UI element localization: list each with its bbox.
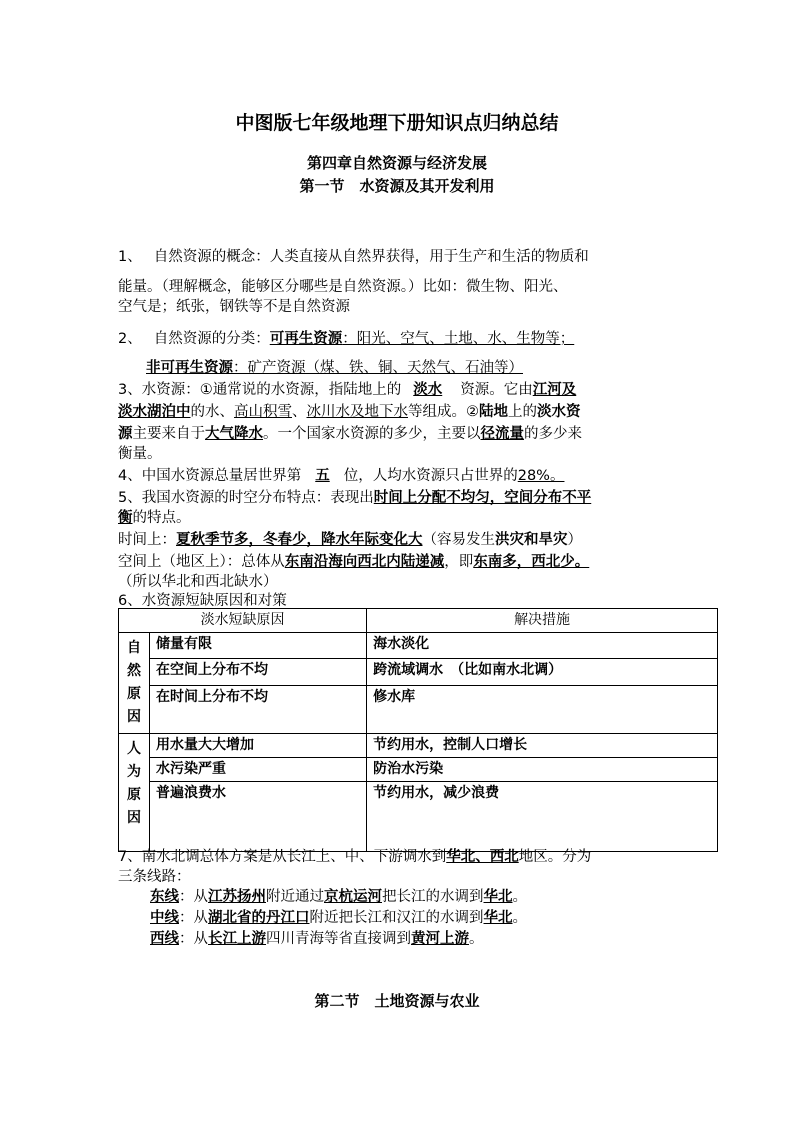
table-head-measure: 解决措施 bbox=[367, 609, 718, 633]
p3-line-3 bbox=[118, 424, 582, 444]
p4-percent: 28%。 bbox=[517, 468, 565, 484]
p5-line-2 bbox=[118, 508, 191, 528]
human-char-4: 因 bbox=[127, 810, 141, 826]
natural-cause-label bbox=[119, 633, 150, 734]
east-e: 把长江的水调到 bbox=[382, 889, 484, 905]
human-char-2: 为 bbox=[127, 764, 141, 780]
p3-precip: 大气降水 bbox=[205, 426, 263, 442]
table-cell-measure: 节约用水，减少浪费 bbox=[367, 782, 718, 852]
east-dest: 华北 bbox=[483, 889, 513, 905]
human-char-1: 人 bbox=[127, 741, 141, 757]
p1-text-1: 自然资源的概念：人类直接从自然界获得，用于生产和生活的物质和 bbox=[153, 249, 589, 265]
renewable-text: ：阳光、空气、土地、水、生物等； bbox=[342, 331, 575, 347]
west-e: 。 bbox=[469, 931, 484, 947]
east-c: 附近通过 bbox=[266, 889, 324, 905]
table-cell-measure: 节约用水，控制人口增长 bbox=[367, 734, 718, 758]
p3-snow: 高山积雪 bbox=[234, 404, 292, 420]
table-cell-measure: 海水淡化 bbox=[367, 633, 718, 659]
p3-h: 、 bbox=[292, 404, 307, 420]
p3-o: 主要来自于 bbox=[132, 426, 205, 442]
east-canal: 京杭运河 bbox=[324, 889, 382, 905]
p5-g: （容易发生 bbox=[422, 532, 495, 548]
table-cell-cause: 水污染严重 bbox=[150, 758, 367, 782]
p3-lakes: 淡水湖泊中 bbox=[118, 404, 191, 420]
p3-j: 等组成。② bbox=[408, 404, 479, 420]
p5-line-5: （所以华北和西北缺水） bbox=[118, 574, 278, 590]
natural-char-1: 自 bbox=[127, 640, 141, 656]
p3-line-1 bbox=[118, 380, 576, 400]
table-cell-cause: 在时间上分布不均 bbox=[150, 685, 367, 733]
p3-a: 3、水资源：①通常说的水资源，指陆地上的 bbox=[118, 382, 402, 398]
p2-line-1 bbox=[118, 329, 574, 349]
human-char-3: 原 bbox=[127, 787, 141, 803]
west-label: 西线 bbox=[150, 931, 179, 947]
mid-e: 。 bbox=[512, 910, 527, 926]
p5-i: ） bbox=[567, 532, 582, 548]
p3-glacier: 冰川水及地下水 bbox=[306, 404, 408, 420]
p3-q: 。一个国家水资源的多少，主要以 bbox=[263, 426, 481, 442]
p3-line-4: 衡量。 bbox=[118, 446, 162, 462]
p4-a: 4、中国水资源总量居世界第 bbox=[118, 468, 302, 484]
mid-start: 湖北省的丹江口 bbox=[208, 910, 310, 926]
table-cell-measure: 跨流域调水 （比如南水北调） bbox=[367, 659, 718, 685]
table-cell-cause: 在空间上分布不均 bbox=[150, 659, 367, 685]
page-title: 中图版七年级地理下册知识点归纳总结 bbox=[235, 112, 559, 134]
p7-regions: 华北、西北 bbox=[446, 849, 519, 865]
chapter-heading: 第四章自然资源与经济发展 bbox=[306, 154, 487, 172]
section-heading-2: 第二节 土地资源与农业 bbox=[314, 992, 480, 1010]
p5-time-text: 夏秋季节多，冬春少，降水年际变化大 bbox=[176, 532, 423, 548]
mid-c: 附近把长江和汉江的水调到 bbox=[309, 910, 484, 926]
p4-rank: 五 bbox=[315, 468, 330, 484]
p3-runoff: 径流量 bbox=[480, 426, 524, 442]
shortage-table bbox=[118, 608, 718, 852]
p5-d: 的特点。 bbox=[132, 510, 191, 526]
table-cell-cause: 用水量大大增加 bbox=[150, 734, 367, 758]
nonrenewable-text: ：矿产资源（煤、铁、铜、天然气、石油等） bbox=[233, 360, 523, 376]
p5-time-label: 时间上： bbox=[118, 532, 176, 548]
p3-n: 源 bbox=[118, 426, 133, 442]
p1-number: 1、 bbox=[118, 249, 142, 265]
p2-line-2 bbox=[146, 358, 523, 378]
west-c: 四川青海等省直接调到 bbox=[266, 931, 411, 947]
table-cell-measure: 防治水污染 bbox=[367, 758, 718, 782]
p7-a: 7、南水北调总体方案是从长江上、中、下游调水到 bbox=[118, 849, 447, 865]
p3-land: 陆地 bbox=[479, 404, 508, 420]
p5-space-text: 东南沿海向西北内陆递减 bbox=[284, 554, 445, 570]
section-heading-1: 第一节 水资源及其开发利用 bbox=[299, 177, 495, 195]
natural-char-4: 因 bbox=[127, 709, 141, 725]
p3-fresh-water: 淡水 bbox=[413, 382, 443, 398]
route-middle bbox=[150, 908, 527, 928]
p5-a: 5、我国水资源的时空分布特点：表现出 bbox=[118, 490, 374, 506]
renewable-label: 可再生资源 bbox=[269, 331, 343, 347]
p7-line-1 bbox=[118, 847, 591, 867]
table-cell-cause: 普遍浪费水 bbox=[150, 782, 367, 852]
p1-line-1 bbox=[118, 247, 589, 267]
p5-line-1 bbox=[118, 488, 591, 508]
p5-summary: 东南多，西北少。 bbox=[473, 554, 590, 570]
mid-dest: 华北 bbox=[483, 910, 513, 926]
table-cell-cause: 储量有限 bbox=[150, 633, 367, 659]
p3-rivers: 江河及 bbox=[532, 382, 577, 398]
p2-number: 2、 bbox=[118, 331, 142, 347]
route-west bbox=[150, 929, 484, 949]
human-cause-label bbox=[119, 734, 150, 852]
p5-space-label: 空间上（地区上）：总体从 bbox=[118, 554, 285, 570]
p3-fresh-res: 淡水资 bbox=[537, 404, 581, 420]
p3-c: 资源。它由 bbox=[460, 382, 533, 398]
p5-c: 衡 bbox=[118, 510, 133, 526]
p4-c: 位，人均水资源只占世界的 bbox=[343, 468, 518, 484]
nonrenewable-label: 非可再生资源 bbox=[146, 360, 233, 376]
table-cell-measure: 修水库 bbox=[367, 685, 718, 733]
p3-s: 的多少来 bbox=[524, 426, 582, 442]
route-east bbox=[150, 887, 527, 907]
p5-line-3 bbox=[118, 530, 582, 550]
p7-line-2: 三条线路： bbox=[118, 869, 191, 885]
p7-c: 地区。分为 bbox=[518, 849, 592, 865]
p1-line-2: 能量。（理解概念，能够区分哪些是自然资源。）比如：微生物、阳光、 bbox=[118, 279, 568, 295]
p3-f: 的水、 bbox=[190, 404, 234, 420]
p1-line-3: 空气是；纸张，钢铁等不是自然资源 bbox=[118, 299, 350, 315]
p4-line bbox=[118, 466, 574, 486]
east-g: 。 bbox=[512, 889, 527, 905]
west-start: 长江上游 bbox=[208, 931, 266, 947]
p3-l: 上的 bbox=[508, 404, 537, 420]
table-head-cause: 淡水短缺原因 bbox=[119, 609, 367, 633]
p5-line-4 bbox=[118, 552, 589, 572]
natural-char-2: 然 bbox=[127, 663, 141, 679]
p5-feature: 时间上分配不均匀，空间分布不平 bbox=[373, 490, 592, 506]
p5-l: ，即 bbox=[444, 554, 474, 570]
p2-pre: 自然资源的分类： bbox=[153, 331, 270, 347]
east-start: 江苏扬州 bbox=[208, 889, 266, 905]
east-a: ：从 bbox=[179, 889, 208, 905]
east-label: 东线 bbox=[150, 889, 179, 905]
mid-a: ：从 bbox=[179, 910, 208, 926]
west-a: ：从 bbox=[179, 931, 208, 947]
west-dest: 黄河上游 bbox=[411, 931, 469, 947]
mid-label: 中线 bbox=[150, 910, 179, 926]
p3-line-2 bbox=[118, 402, 581, 422]
p5-disaster: 洪灾和旱灾 bbox=[495, 532, 568, 548]
p6-title: 6、水资源短缺原因和对策 bbox=[118, 593, 287, 609]
natural-char-3: 原 bbox=[127, 686, 141, 702]
